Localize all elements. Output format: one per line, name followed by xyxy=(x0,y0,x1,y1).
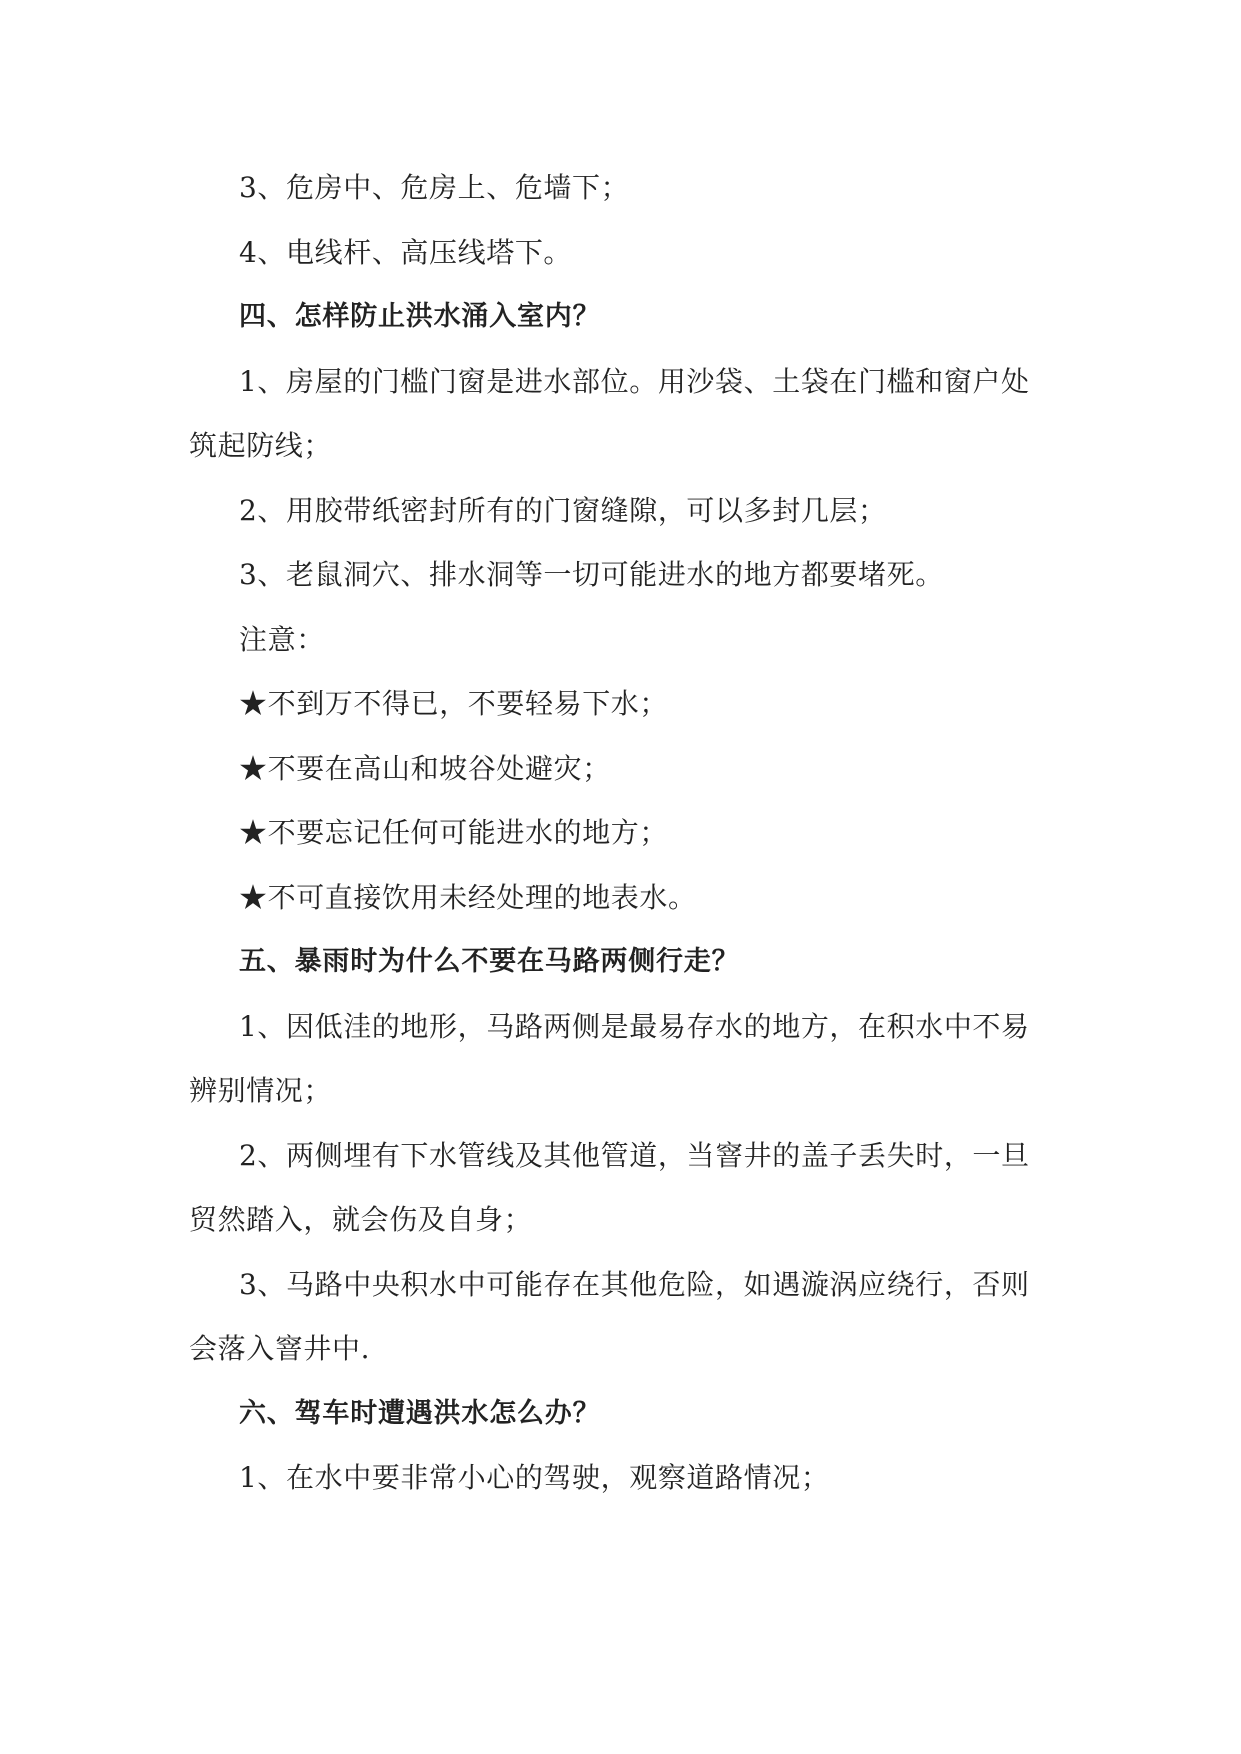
section-heading: 五、暴雨时为什么不要在马路两侧行走？ xyxy=(239,946,740,977)
note-item: ★不要在高山和坡谷处避灾； xyxy=(239,751,611,785)
list-item: 3、危房中、危房上、危墙下； xyxy=(239,171,630,204)
section-heading: 六、驾车时遭遇洪水怎么办？ xyxy=(239,1397,601,1429)
list-item: 2、两侧埋有下水管线及其他管道，当窨井的盖子丢失时，一旦贸然踏入，就会伤及自身； xyxy=(189,1138,1030,1236)
note-item: ★不可直接饮用未经处理的地表水。 xyxy=(239,880,697,914)
note-item: ★不要忘记任何可能进水的地方； xyxy=(239,816,669,849)
section-heading: 四、怎样防止洪水涌入室内？ xyxy=(239,301,601,332)
list-item: 4、电线杆、高压线塔下。 xyxy=(239,235,573,269)
note-label: 注意： xyxy=(239,622,325,656)
document-body xyxy=(189,156,1055,1511)
list-item: 1、房屋的门槛门窗是进水部位。用沙袋、土袋在门槛和窗户处筑起防线； xyxy=(189,364,1030,462)
list-item: 1、因低洼的地形，马路两侧是最易存水的地方，在积水中不易辨别情况； xyxy=(189,1009,1030,1107)
list-item: 2、用胶带纸密封所有的门窗缝隙，可以多封几层； xyxy=(239,493,887,527)
list-item: 1、在水中要非常小心的驾驶，观察道路情况； xyxy=(239,1461,830,1494)
list-item: 3、老鼠洞穴、排水洞等一切可能进水的地方都要堵死。 xyxy=(239,558,944,591)
note-item: ★不到万不得已，不要轻易下水； xyxy=(239,687,669,720)
list-item: 3、马路中央积水中可能存在其他危险，如遇漩涡应绕行，否则会落入窨井中. xyxy=(189,1267,1030,1365)
